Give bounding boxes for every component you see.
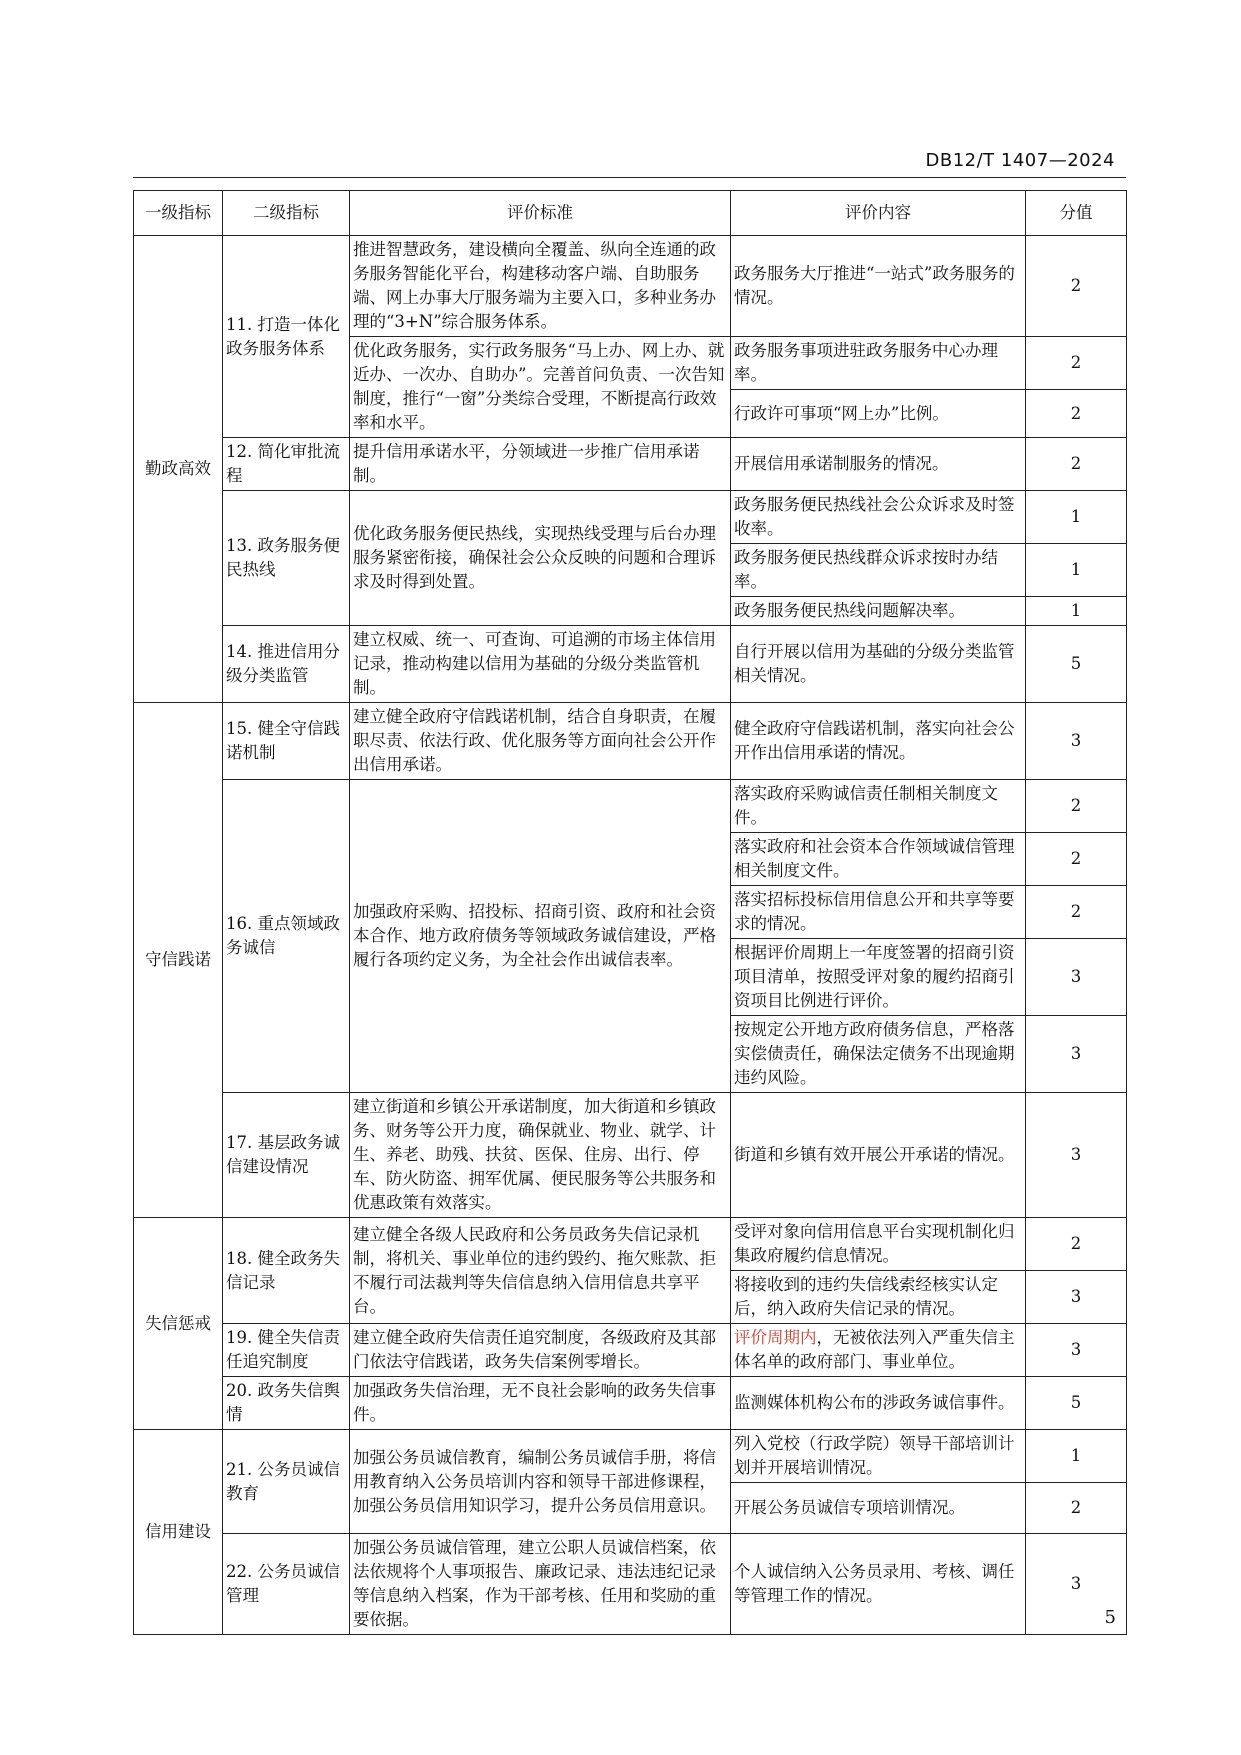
score-cell: 1 (1026, 491, 1127, 544)
score-cell: 3 (1026, 1093, 1127, 1218)
header-score: 分值 (1026, 191, 1127, 236)
content-cell: 列入党校（行政学院）领导干部培训计划并开展培训情况。 (731, 1430, 1026, 1483)
standard-cell: 推进智慧政务，建设横向全覆盖、纵向全连通的政务服务智能化平台，构建移动客户端、自助服务端、网上办事大厅服务端为主要入口，多种业务办理的“3+N”综合服务体系。 (350, 236, 731, 337)
header-standard: 评价标准 (350, 191, 731, 236)
table-row (134, 626, 1127, 703)
score-cell: 2 (1026, 886, 1127, 939)
indicator-cell: 16. 重点领域政务诚信 (223, 780, 350, 1093)
indicator-cell: 17. 基层政务诚信建设情况 (223, 1093, 350, 1218)
indicator-cell: 19. 健全失信责任追究制度 (223, 1324, 350, 1377)
header-rule (133, 177, 1126, 178)
score-cell: 3 (1026, 1534, 1127, 1635)
table-row (134, 780, 1127, 833)
score-cell: 2 (1026, 1483, 1127, 1534)
score-cell: 3 (1026, 1271, 1127, 1324)
indicator-cell: 14. 推进信用分级分类监管 (223, 626, 350, 703)
standard-cell: 优化政务服务，实行政务服务“马上办、网上办、就近办、一次办、自助办”。完善首问负责、一次告知制度，推行“一窗”分类综合受理，不断提高行政效率和水平。 (350, 337, 731, 438)
indicator-cell: 12. 简化审批流程 (223, 438, 350, 491)
group-cell: 失信惩戒 (134, 1218, 223, 1430)
standard-cell: 建立健全各级人民政府和公务员政务失信记录机制，将机关、事业单位的违约毁约、拖欠账款、拒不履行司法裁判等失信信息纳入信用信息共享平台。 (350, 1218, 731, 1324)
score-cell: 1 (1026, 597, 1127, 626)
table-row (134, 703, 1127, 780)
table-row (134, 236, 1127, 337)
standard-cell: 建立街道和乡镇公开承诺制度，加大街道和乡镇政务、财务等公开力度，确保就业、物业、就学、计生、养老、助残、扶贫、医保、住房、出行、停车、防火防盗、拥军优属、便民服务等公共服务和优惠政策有效落实。 (350, 1093, 731, 1218)
content-cell: 开展公务员诚信专项培训情况。 (731, 1483, 1026, 1534)
header-level2: 二级指标 (223, 191, 350, 236)
score-cell: 5 (1026, 626, 1127, 703)
content-cell: 行政许可事项“网上办”比例。 (731, 390, 1026, 438)
content-cell: 落实政府采购诚信责任制相关制度文件。 (731, 780, 1026, 833)
content-cell: 开展信用承诺制服务的情况。 (731, 438, 1026, 491)
table-row (134, 1430, 1127, 1483)
standard-cell: 加强政务失信治理，无不良社会影响的政务失信事件。 (350, 1377, 731, 1430)
indicator-cell: 15. 健全守信践诺机制 (223, 703, 350, 780)
standard-cell: 加强公务员诚信教育，编制公务员诚信手册，将信用教育纳入公务员培训内容和领导干部进修课程，加强公务员信用知识学习，提升公务员信用意识。 (350, 1430, 731, 1534)
content-cell (731, 1324, 1026, 1377)
score-cell: 3 (1026, 1324, 1127, 1377)
score-cell: 2 (1026, 833, 1127, 886)
content-cell: 政务服务大厅推进“一站式”政务服务的情况。 (731, 236, 1026, 337)
table-row (134, 1218, 1127, 1271)
page-number: 5 (1104, 1607, 1116, 1628)
score-cell: 5 (1026, 1377, 1127, 1430)
standard-cell: 建立权威、统一、可查询、可追溯的市场主体信用记录，推动构建以信用为基础的分级分类监管机制。 (350, 626, 731, 703)
score-cell: 1 (1026, 1430, 1127, 1483)
standard-cell: 加强政府采购、招投标、招商引资、政府和社会资本合作、地方政府债务等领域政务诚信建设，严格履行各项约定义务，为全社会作出诚信表率。 (350, 780, 731, 1093)
group-cell: 守信践诺 (134, 703, 223, 1218)
standard-cell: 优化政务服务便民热线，实现热线受理与后台办理服务紧密衔接，确保社会公众反映的问题和合理诉求及时得到处置。 (350, 491, 731, 626)
standard-cell: 提升信用承诺水平，分领域进一步推广信用承诺制。 (350, 438, 731, 491)
content-cell: 自行开展以信用为基础的分级分类监管相关情况。 (731, 626, 1026, 703)
content-cell: 落实政府和社会资本合作领域诚信管理相关制度文件。 (731, 833, 1026, 886)
table-row (134, 438, 1127, 491)
content-cell: 街道和乡镇有效开展公开承诺的情况。 (731, 1093, 1026, 1218)
score-cell: 2 (1026, 390, 1127, 438)
indicator-cell: 11. 打造一体化政务服务体系 (223, 236, 350, 438)
content-cell: 落实招标投标信用信息公开和共享等要求的情况。 (731, 886, 1026, 939)
indicator-cell: 22. 公务员诚信管理 (223, 1534, 350, 1635)
table-row (134, 1534, 1127, 1635)
content-cell: 政务服务便民热线社会公众诉求及时签收率。 (731, 491, 1026, 544)
group-cell: 信用建设 (134, 1430, 223, 1635)
table-row (134, 1093, 1127, 1218)
indicator-cell: 20. 政务失信舆情 (223, 1377, 350, 1430)
standard-cell: 建立健全政府失信责任追究制度，各级政府及其部门依法守信践诺，政务失信案例零增长。 (350, 1324, 731, 1377)
content-cell: 监测媒体机构公布的涉政务诚信事件。 (731, 1377, 1026, 1430)
score-cell: 2 (1026, 337, 1127, 390)
score-cell: 2 (1026, 236, 1127, 337)
content-cell: 政务服务便民热线群众诉求按时办结率。 (731, 544, 1026, 597)
content-cell: 健全政府守信践诺机制，落实向社会公开作出信用承诺的情况。 (731, 703, 1026, 780)
content-text: ，无被依法列入严重失信主体名单的政府部门、事业单位。 (734, 1328, 1015, 1371)
score-cell: 1 (1026, 544, 1127, 597)
table-row (134, 1377, 1127, 1430)
indicator-cell: 13. 政务服务便民热线 (223, 491, 350, 626)
content-cell: 根据评价周期上一年度签署的招商引资项目清单，按照受评对象的履约招商引资项目比例进行评价。 (731, 939, 1026, 1016)
table-row (134, 491, 1127, 544)
score-cell: 2 (1026, 438, 1127, 491)
standard-cell: 建立健全政府守信践诺机制，结合自身职责，在履职尽责、依法行政、优化服务等方面向社会公开作出信用承诺。 (350, 703, 731, 780)
table-row (134, 1324, 1127, 1377)
indicator-cell: 21. 公务员诚信教育 (223, 1430, 350, 1534)
indicator-cell: 18. 健全政务失信记录 (223, 1218, 350, 1324)
content-cell: 将接收到的违约失信线索经核实认定后，纳入政府失信记录的情况。 (731, 1271, 1026, 1324)
header-level1: 一级指标 (134, 191, 223, 236)
header-content: 评价内容 (731, 191, 1026, 236)
document-code: DB12/T 1407—2024 (925, 150, 1115, 171)
content-cell: 按规定公开地方政府债务信息，严格落实偿债责任，确保法定债务不出现逾期违约风险。 (731, 1016, 1026, 1093)
highlight-text: 评价周期内 (734, 1328, 817, 1347)
score-cell: 2 (1026, 1218, 1127, 1271)
score-cell: 3 (1026, 703, 1127, 780)
content-cell: 个人诚信纳入公务员录用、考核、调任等管理工作的情况。 (731, 1534, 1026, 1635)
score-cell: 2 (1026, 780, 1127, 833)
standard-cell: 加强公务员诚信管理，建立公职人员诚信档案，依法依规将个人事项报告、廉政记录、违法违纪记录等信息纳入档案，作为干部考核、任用和奖励的重要依据。 (350, 1534, 731, 1635)
content-cell: 受评对象向信用信息平台实现机制化归集政府履约信息情况。 (731, 1218, 1026, 1271)
content-cell: 政务服务便民热线问题解决率。 (731, 597, 1026, 626)
table-header-row (134, 191, 1127, 236)
score-cell: 3 (1026, 939, 1127, 1016)
group-cell: 勤政高效 (134, 236, 223, 703)
score-cell: 3 (1026, 1016, 1127, 1093)
content-cell: 政务服务事项进驻政务服务中心办理率。 (731, 337, 1026, 390)
evaluation-table (133, 190, 1127, 1635)
